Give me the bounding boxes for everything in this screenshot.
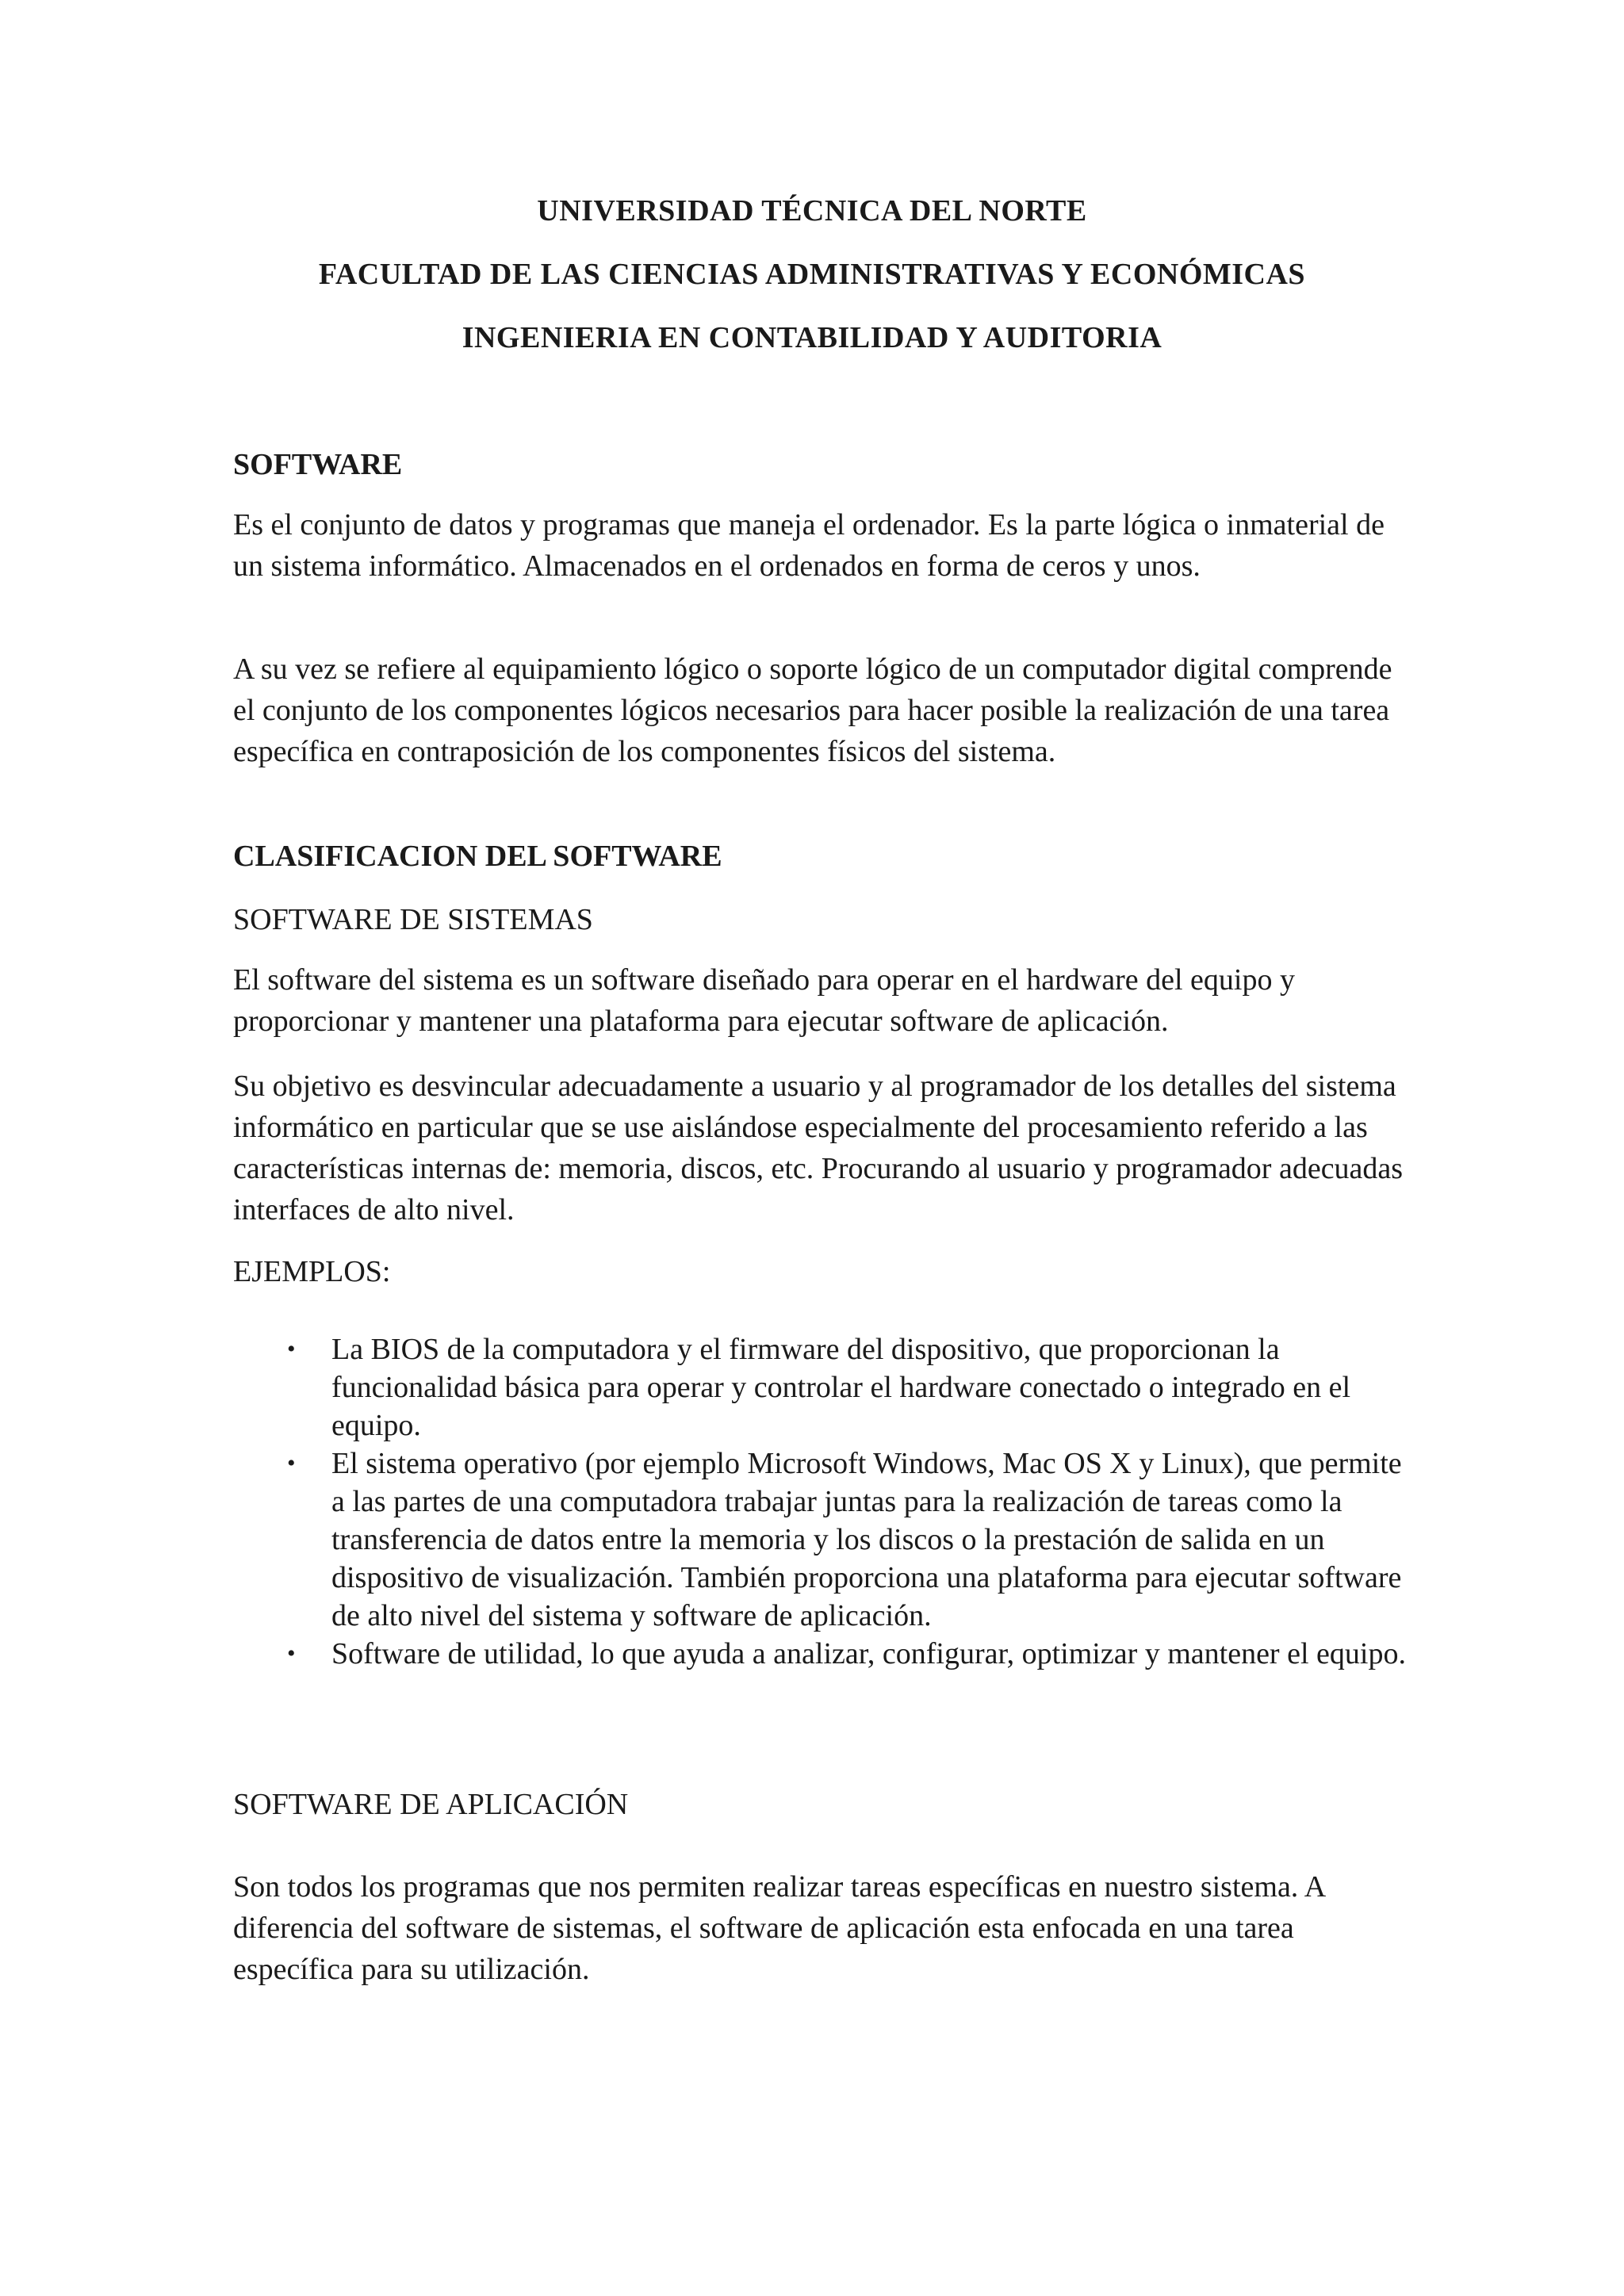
examples-label-block (233, 1251, 1407, 1292)
section-clasificacion (233, 839, 1407, 874)
list-item-text: La BIOS de la computadora y el firmware del dispositivo, que proporcionan la funcionalidad básica para operar y controlar el hardware conectado o integrado en el equipo. (331, 1333, 1351, 1442)
examples-list (233, 1330, 1407, 1673)
bullet-icon: • (287, 1640, 296, 1667)
bullet-icon: • (287, 1336, 296, 1362)
section-sistemas (233, 902, 1407, 937)
paragraph: Son todos los programas que nos permiten realizar tareas específicas en nuestro sistema. A diferencia del software de sistemas, el software de aplicación esta enfocada en una tarea específica para su utilización. (233, 1870, 1325, 1986)
university-name: UNIVERSIDAD TÉCNICA DEL NORTE (537, 194, 1087, 228)
examples-list-block (233, 1330, 1407, 1673)
sistemas-para-2 (233, 1066, 1407, 1230)
list-item (233, 1445, 1407, 1635)
list-item (233, 1330, 1407, 1445)
list-item (233, 1635, 1407, 1673)
list-item-text: El sistema operativo (por ejemplo Microsoft Windows, Mac OS X y Linux), que permite a las partes de una computadora trabajar juntas para la realización de tareas como la transferencia de datos entre la memoria y los discos o la prestación de salida en un dispositivo de visualización. También proporciona una plataforma para ejecutar software de alto nivel del sistema y software de aplicación. (331, 1447, 1402, 1632)
heading-software: SOFTWARE (233, 448, 403, 481)
software-para-1 (233, 504, 1407, 587)
section-aplicacion (233, 1787, 1407, 1822)
faculty-name: FACULTAD DE LAS CIENCIAS ADMINISTRATIVAS Y ECONÓMICAS (318, 258, 1306, 291)
heading-software-aplicacion: SOFTWARE DE APLICACIÓN (233, 1788, 629, 1821)
aplicacion-para-1 (233, 1866, 1407, 1990)
software-para-2 (233, 649, 1407, 772)
examples-label: EJEMPLOS: (233, 1255, 391, 1288)
list-item-text: Software de utilidad, lo que ayuda a analizar, configurar, optimizar y mantener el equipo. (331, 1637, 1406, 1670)
paragraph: El software del sistema es un software diseñado para operar en el hardware del equipo y proporcionar y mantener una plataforma para ejecutar software de aplicación. (233, 963, 1295, 1038)
paragraph: Es el conjunto de datos y programas que maneja el ordenador. Es la parte lógica o inmaterial de un sistema informático. Almacenados en el ordenados en forma de ceros y unos. (233, 508, 1385, 583)
section-software (233, 447, 1407, 482)
bullet-icon: • (287, 1450, 296, 1476)
career-name: INGENIERIA EN CONTABILIDAD Y AUDITORIA (462, 321, 1162, 354)
sistemas-para-1 (233, 959, 1407, 1042)
paragraph: Su objetivo es desvincular adecuadamente a usuario y al programador de los detalles del sistema informático en particular que se use aislándose especialmente del procesamiento referido a las características internas de: memoria, discos, etc. Procurando al usuario y programador adecuadas interfaces de alto nivel. (233, 1070, 1404, 1226)
paragraph: A su vez se refiere al equipamiento lógico o soporte lógico de un computador digital comprende el conjunto de los componentes lógicos necesarios para hacer posible la realización de una tarea específica en contraposición de los componentes físicos del sistema. (233, 652, 1392, 768)
heading-clasificacion: CLASIFICACION DEL SOFTWARE (233, 840, 722, 873)
heading-software-sistemas: SOFTWARE DE SISTEMAS (233, 903, 593, 936)
